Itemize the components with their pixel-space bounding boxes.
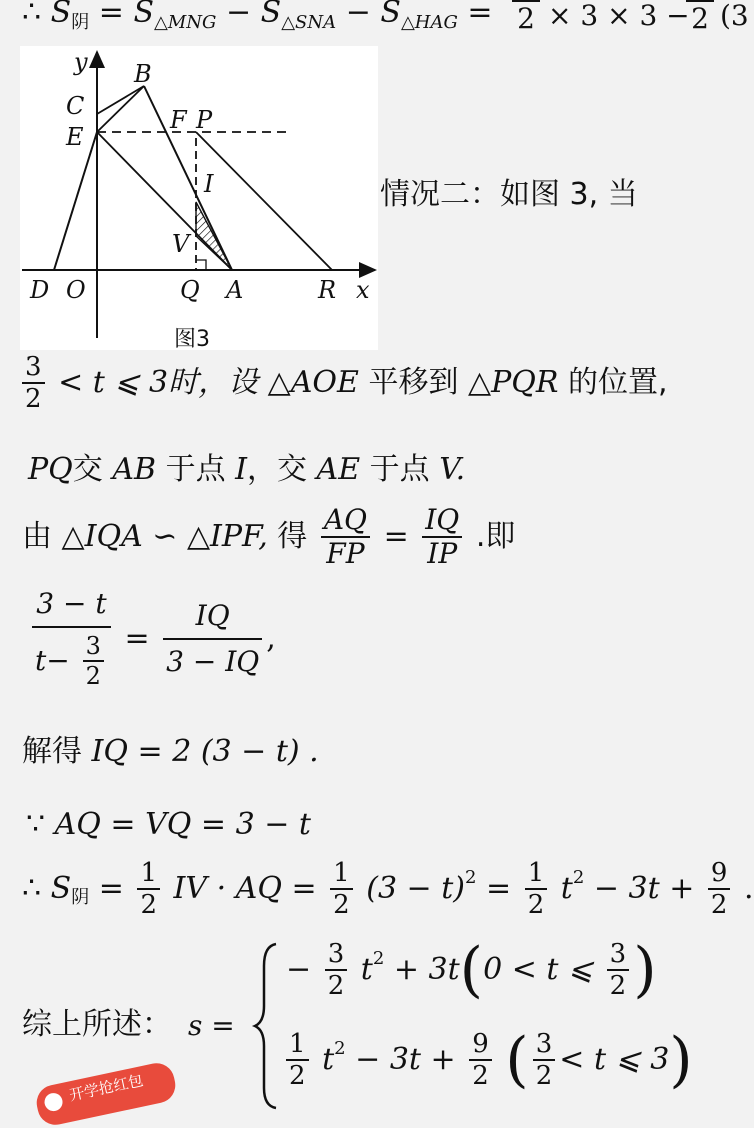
therefore-symbol: ∴ bbox=[22, 871, 42, 906]
ratio-equation bbox=[28, 587, 276, 690]
fraction-left bbox=[32, 587, 111, 690]
numerator: 1 bbox=[330, 860, 353, 890]
segment-ae-text: AE bbox=[316, 452, 361, 487]
denominator-text: 2 bbox=[691, 2, 709, 35]
numerator: 1 bbox=[286, 1031, 309, 1061]
triangle-subscript: △SNA bbox=[281, 12, 337, 33]
fraction-right bbox=[163, 599, 262, 678]
fraction-half bbox=[330, 860, 353, 918]
text-solve: 解得 bbox=[22, 734, 82, 769]
denominator: IP bbox=[427, 537, 458, 570]
fraction-three-halves bbox=[533, 1031, 556, 1089]
exponent: 2 bbox=[372, 948, 385, 969]
denominator: 2 bbox=[609, 971, 627, 1001]
denominator: 2 bbox=[472, 1061, 489, 1091]
denominator: 2 bbox=[535, 1061, 553, 1091]
similarity-expression: △IQA ∽ △IPF, bbox=[61, 519, 268, 554]
close-paren: ) bbox=[669, 1025, 693, 1095]
figure-3-diagram bbox=[20, 46, 378, 350]
label-p: P bbox=[196, 106, 213, 134]
fraction-denominator bbox=[512, 0, 540, 35]
polynomial-rest: + 3t bbox=[393, 952, 460, 987]
text-get: 得 bbox=[277, 519, 308, 554]
area-symbol: S bbox=[50, 0, 72, 30]
red-packet-icon bbox=[43, 1091, 64, 1112]
condition-text: 0 < t ⩽ bbox=[483, 952, 594, 987]
numerator: 9 bbox=[469, 1031, 492, 1061]
triangle-pqr: △PQR bbox=[468, 365, 559, 400]
denominator: 2 bbox=[289, 1061, 306, 1091]
piecewise-row-1 bbox=[286, 935, 657, 1005]
label-d: D bbox=[30, 276, 50, 304]
label-b: B bbox=[134, 60, 152, 88]
aq-expression: AQ = VQ = 3 − t bbox=[54, 807, 311, 842]
piecewise-brace bbox=[252, 938, 282, 1108]
denominator: 2 bbox=[25, 384, 42, 414]
label-o: O bbox=[66, 276, 86, 304]
badge-text: 开学抢红包 bbox=[67, 1071, 145, 1105]
text-at-point: 于点 bbox=[165, 452, 226, 487]
segment-de bbox=[54, 132, 97, 270]
exponent: 2 bbox=[465, 867, 477, 888]
polynomial-rest: − 3t + bbox=[593, 871, 695, 906]
text-at-point-2: 于点 bbox=[369, 452, 430, 487]
squared-term: (3 − t) bbox=[366, 871, 465, 906]
numerator: IQ bbox=[422, 506, 462, 538]
text-intersect: 交 bbox=[72, 452, 103, 487]
formula-fragment bbox=[548, 2, 690, 30]
area-term: S bbox=[260, 0, 282, 30]
area-symbol: S bbox=[50, 871, 72, 906]
label-i: I bbox=[204, 170, 214, 198]
because-line bbox=[26, 807, 311, 842]
formula-text: × 3 × 3 − bbox=[548, 0, 690, 32]
summary-label: 综上所述： bbox=[22, 1007, 172, 1042]
shaded-subscript: 阴 bbox=[71, 12, 90, 33]
iq-expression: IQ = 2 (3 − t) . bbox=[91, 734, 319, 769]
fraction-denominator bbox=[686, 0, 714, 35]
text-intersect-2: ，交 bbox=[247, 452, 307, 487]
formula-fragment bbox=[720, 2, 749, 30]
open-paren: ( bbox=[459, 935, 484, 1005]
product-expression: IV · AQ = bbox=[173, 871, 317, 906]
therefore-symbol: ∴ bbox=[22, 0, 42, 30]
fraction-nine-halves bbox=[708, 860, 731, 918]
variable-t: t bbox=[360, 952, 373, 987]
open-paren: ( bbox=[505, 1025, 529, 1095]
inequality-text: < t ⩽ 3时，设 bbox=[58, 365, 259, 400]
label-c: C bbox=[66, 92, 85, 120]
similarity-line bbox=[22, 503, 516, 570]
denominator: 2 bbox=[333, 890, 350, 920]
equals-sign: = bbox=[98, 0, 124, 30]
case-two-text: 情况二：如图 3, 当 bbox=[380, 177, 638, 212]
numerator: IQ bbox=[163, 602, 262, 640]
denominator: 2 bbox=[327, 971, 345, 1001]
minus-sign: − bbox=[345, 0, 371, 30]
denominator: 2 bbox=[85, 662, 101, 690]
numerator: 3 bbox=[22, 354, 45, 384]
denominator: 2 bbox=[140, 890, 157, 920]
numerator: 1 bbox=[137, 860, 160, 890]
triangle-subscript: △MNG bbox=[154, 12, 217, 33]
polynomial-rest: − 3t + bbox=[355, 1042, 456, 1077]
fraction-three-halves bbox=[325, 941, 348, 999]
fraction-half bbox=[286, 1031, 309, 1089]
label-f: F bbox=[170, 106, 187, 134]
fraction-iq-ip bbox=[422, 503, 462, 570]
fraction-three-halves bbox=[607, 941, 630, 999]
condition-text: < t ⩽ 3 bbox=[559, 1042, 670, 1077]
segment-ab-text: AB bbox=[112, 452, 157, 487]
numerator: 3 bbox=[607, 941, 630, 971]
denominator-text: 2 bbox=[517, 2, 535, 35]
right-angle-mark bbox=[196, 260, 206, 270]
denominator: 3 − IQ bbox=[166, 645, 260, 678]
equals-sign: = bbox=[486, 871, 512, 906]
exponent: 2 bbox=[334, 1038, 346, 1059]
fraction-nine-halves bbox=[469, 1031, 492, 1089]
fraction-half bbox=[525, 860, 548, 918]
complex-denominator bbox=[32, 628, 111, 688]
summary-s-equals: s = bbox=[188, 1009, 235, 1042]
denominator: 2 bbox=[710, 890, 728, 920]
numerator: 3 − t bbox=[32, 590, 111, 628]
denominator: 2 bbox=[527, 890, 545, 920]
triangle-aoe: △AOE bbox=[267, 365, 359, 400]
translate-text: 平移到 bbox=[368, 365, 459, 400]
figure-3 bbox=[20, 46, 378, 350]
label-r: R bbox=[318, 276, 337, 304]
numerator: AQ bbox=[321, 506, 370, 538]
red-packet-badge[interactable] bbox=[33, 1060, 178, 1128]
equals-sign: = bbox=[383, 519, 409, 554]
label-x: x bbox=[356, 276, 370, 304]
segment-ea bbox=[97, 132, 232, 270]
label-q: Q bbox=[180, 276, 200, 304]
formula-text: (3 bbox=[720, 0, 749, 32]
shaded-subscript: 阴 bbox=[71, 887, 90, 908]
numerator: 3 bbox=[325, 941, 348, 971]
numerator: 3 bbox=[83, 634, 104, 662]
minus-sign: − bbox=[286, 952, 312, 987]
solution-line bbox=[22, 734, 319, 769]
equals-sign: = bbox=[124, 621, 150, 656]
fraction-three-halves bbox=[22, 354, 45, 412]
numerator: 3 bbox=[533, 1031, 556, 1061]
because-symbol: ∵ bbox=[26, 807, 46, 842]
variable-t: t bbox=[560, 871, 573, 906]
triangle-subscript: △HAG bbox=[400, 12, 458, 33]
figure-caption: 图3 bbox=[174, 327, 210, 352]
variable-t: t bbox=[322, 1042, 335, 1077]
point-v-text: V. bbox=[439, 452, 466, 487]
period: . bbox=[743, 871, 754, 906]
text-namely: .即 bbox=[475, 519, 516, 554]
denominator: FP bbox=[326, 537, 365, 570]
minus-sign: − bbox=[225, 0, 252, 30]
equals-sign: = bbox=[467, 0, 493, 30]
piecewise-row-2 bbox=[286, 1025, 693, 1095]
exponent: 2 bbox=[572, 867, 585, 888]
label-v: V bbox=[172, 230, 190, 258]
position-text: 的位置, bbox=[568, 365, 668, 400]
area-term: S bbox=[380, 0, 401, 30]
intersection-line bbox=[28, 452, 466, 487]
label-e: E bbox=[66, 123, 84, 151]
label-a: A bbox=[226, 276, 244, 304]
numerator: 9 bbox=[708, 860, 731, 890]
point-i-text: I bbox=[235, 452, 247, 487]
fraction-half bbox=[137, 860, 160, 918]
formula-shaded-area-case1 bbox=[22, 0, 493, 32]
equals-sign: = bbox=[98, 871, 124, 906]
close-paren: ) bbox=[633, 935, 657, 1005]
area-term: S bbox=[133, 0, 154, 30]
condition-line bbox=[22, 354, 668, 412]
fraction-three-halves bbox=[83, 634, 104, 688]
segment-pq-text: PQ bbox=[28, 452, 73, 487]
area-formula bbox=[22, 860, 754, 918]
numerator: 1 bbox=[525, 860, 548, 890]
fraction-aq-fp bbox=[321, 503, 370, 570]
text-from: 由 bbox=[22, 519, 52, 554]
denominator-text: t− bbox=[35, 644, 70, 677]
label-y: y bbox=[74, 48, 88, 76]
comma: , bbox=[266, 621, 276, 656]
